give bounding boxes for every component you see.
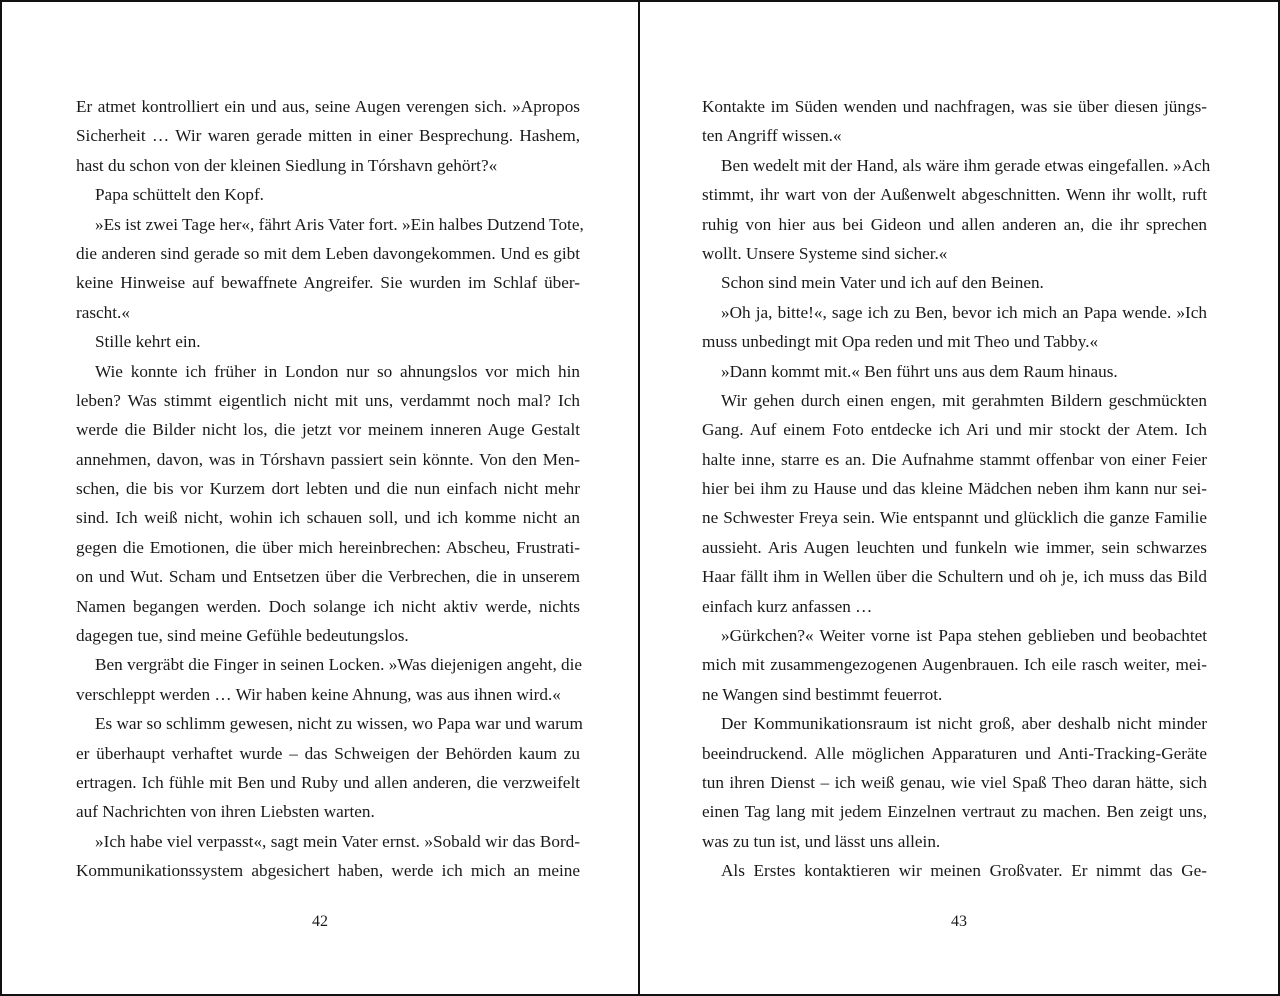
text-line: tun ihren Dienst – ich weiß genau, wie viel Spaß Theo daran hätte, sich: [702, 772, 1207, 792]
text-line: verschleppt werden … Wir haben keine Ahnung, was aus ihnen wird.«: [76, 684, 561, 704]
text-line: Ben wedelt mit der Hand, als wäre ihm gerade etwas eingefallen. »Ach: [721, 155, 1211, 175]
text-line: dagegen tue, sind meine Gefühle bedeutungslos.: [76, 626, 409, 646]
text-line: annehmen, davon, was in Tórshavn passiert sein könnte. Von den Men-: [76, 449, 580, 469]
text-line: Schon sind mein Vater und ich auf den Beinen.: [721, 273, 1044, 293]
text-line: Ben vergräbt die Finger in seinen Locken. »Was diejenigen angeht, die: [95, 655, 583, 675]
text-line: muss unbedingt mit Opa reden und mit Theo und Tabby.«: [702, 332, 1099, 352]
text-line: hier bei ihm zu Hause und das kleine Mädchen neben ihm kann nur sei-: [702, 479, 1207, 499]
text-line: Gang. Auf einem Foto entdecke ich Ari und mir stockt der Atem. Ich: [702, 420, 1207, 440]
text-line: Wir gehen durch einen engen, mit gerahmten Bildern geschmückten: [721, 390, 1207, 410]
left-page: [2, 2, 640, 994]
left-page-number: 42: [312, 913, 328, 930]
text-line: einen Tag lang mit jedem Einzelnen vertraut zu machen. Ben zeigt uns,: [702, 802, 1207, 822]
text-line: Haar fällt ihm in Wellen über die Schultern und oh je, ich muss das Bild: [702, 567, 1207, 587]
text-line: Stille kehrt ein.: [95, 332, 201, 352]
text-line: ertragen. Ich fühle mit Ben und Ruby und allen anderen, die verzweifelt: [76, 772, 580, 792]
text-line: wollt. Unsere Systeme sind sicher.«: [702, 243, 948, 263]
right-page-body-text: [702, 92, 1211, 886]
text-line: »Es ist zwei Tage her«, fährt Aris Vater fort. »Ein halbes Dutzend Tote,: [95, 214, 584, 234]
text-line: Sicherheit … Wir waren gerade mitten in einer Besprechung. Hashem,: [76, 126, 580, 146]
text-line: ten Angriff wissen.«: [702, 126, 842, 146]
text-line: Der Kommunikationsraum ist nicht groß, aber deshalb nicht minder: [721, 714, 1207, 734]
right-page-number: 43: [951, 913, 967, 930]
text-line: keine Hinweise auf bewaffnete Angreifer. Sie wurden im Schlaf über-: [76, 273, 580, 293]
text-line: rascht.«: [76, 302, 130, 322]
text-line: aussieht. Aris Augen leuchten und funkeln wie immer, sein schwarzes: [702, 537, 1207, 557]
text-line: hast du schon von der kleinen Siedlung in Tórshavn gehört?«: [76, 155, 498, 175]
text-line: die anderen sind gerade so mit dem Leben davongekommen. Und es gibt: [76, 243, 580, 263]
text-line: halte inne, starre es an. Die Aufnahme stammt offenbar von einer Feier: [702, 449, 1207, 469]
text-line: »Ich habe viel verpasst«, sagt mein Vater ernst. »Sobald wir das Bord-: [95, 831, 580, 851]
text-line: Er atmet kontrolliert ein und aus, seine Augen verengen sich. »Apropos: [76, 97, 580, 116]
text-line: »Gürkchen?« Weiter vorne ist Papa stehen geblieben und beobachtet: [721, 626, 1207, 646]
text-line: schen, die bis vor Kurzem dort lebten und die nun einfach nicht mehr: [76, 479, 580, 499]
text-line: mich mit zusammengezogenen Augenbrauen. Ich eile rasch weiter, mei-: [702, 655, 1207, 675]
text-line: leben? Was stimmt eigentlich nicht mit uns, verdammt noch mal? Ich: [76, 390, 580, 410]
text-line: gegen die Emotionen, die über mich hereinbrechen: Abscheu, Frustrati-: [76, 537, 580, 557]
text-line: Als Erstes kontaktieren wir meinen Großvater. Er nimmt das Ge-: [721, 861, 1207, 881]
text-line: einfach kurz anfassen …: [702, 596, 873, 616]
text-line: Wie konnte ich früher in London nur so ahnungslos vor mich hin: [95, 361, 580, 381]
text-line: werde die Bilder nicht los, die jetzt vor meinem inneren Auge Gestalt: [76, 420, 580, 440]
text-line: Namen begangen werden. Doch solange ich nicht aktiv werde, nichts: [76, 596, 580, 616]
text-line: was zu tun ist, und lässt uns allein.: [702, 831, 941, 851]
text-line: er überhaupt verhaftet wurde – das Schweigen der Behörden kaum zu: [76, 743, 580, 763]
left-page-body-text: [76, 92, 584, 886]
text-line: Kontakte im Süden wenden und nachfragen, was sie über diesen jüngs-: [702, 97, 1207, 116]
text-line: »Oh ja, bitte!«, sage ich zu Ben, bevor ich mich an Papa wende. »Ich: [721, 302, 1207, 322]
text-line: beeindruckend. Alle möglichen Apparaturen und Anti-Tracking-Geräte: [702, 743, 1207, 763]
text-line: ruhig von hier aus bei Gideon und allen anderen an, die ihr sprechen: [702, 214, 1207, 234]
text-line: stimmt, ihr wart von der Außenwelt abgeschnitten. Wenn ihr wollt, ruft: [702, 185, 1207, 205]
right-page: [640, 2, 1278, 994]
text-line: auf Nachrichten von ihren Liebsten warten.: [76, 802, 375, 822]
text-line: ne Schwester Freya sein. Wie entspannt und glücklich die ganze Familie: [702, 508, 1207, 528]
text-line: »Dann kommt mit.« Ben führt uns aus dem Raum hinaus.: [721, 361, 1118, 381]
text-line: Es war so schlimm gewesen, nicht zu wissen, wo Papa war und warum: [95, 714, 583, 734]
text-line: ne Wangen sind bestimmt feuerrot.: [702, 684, 943, 704]
text-line: sind. Ich weiß nicht, wohin ich schauen soll, und ich komme nicht an: [76, 508, 580, 528]
text-line: Papa schüttelt den Kopf.: [95, 185, 264, 205]
text-line: on und Wut. Scham und Entsetzen über die Verbrechen, die in unserem: [76, 567, 580, 587]
text-line: Kommunikationssystem abgesichert haben, werde ich mich an meine: [76, 861, 580, 881]
